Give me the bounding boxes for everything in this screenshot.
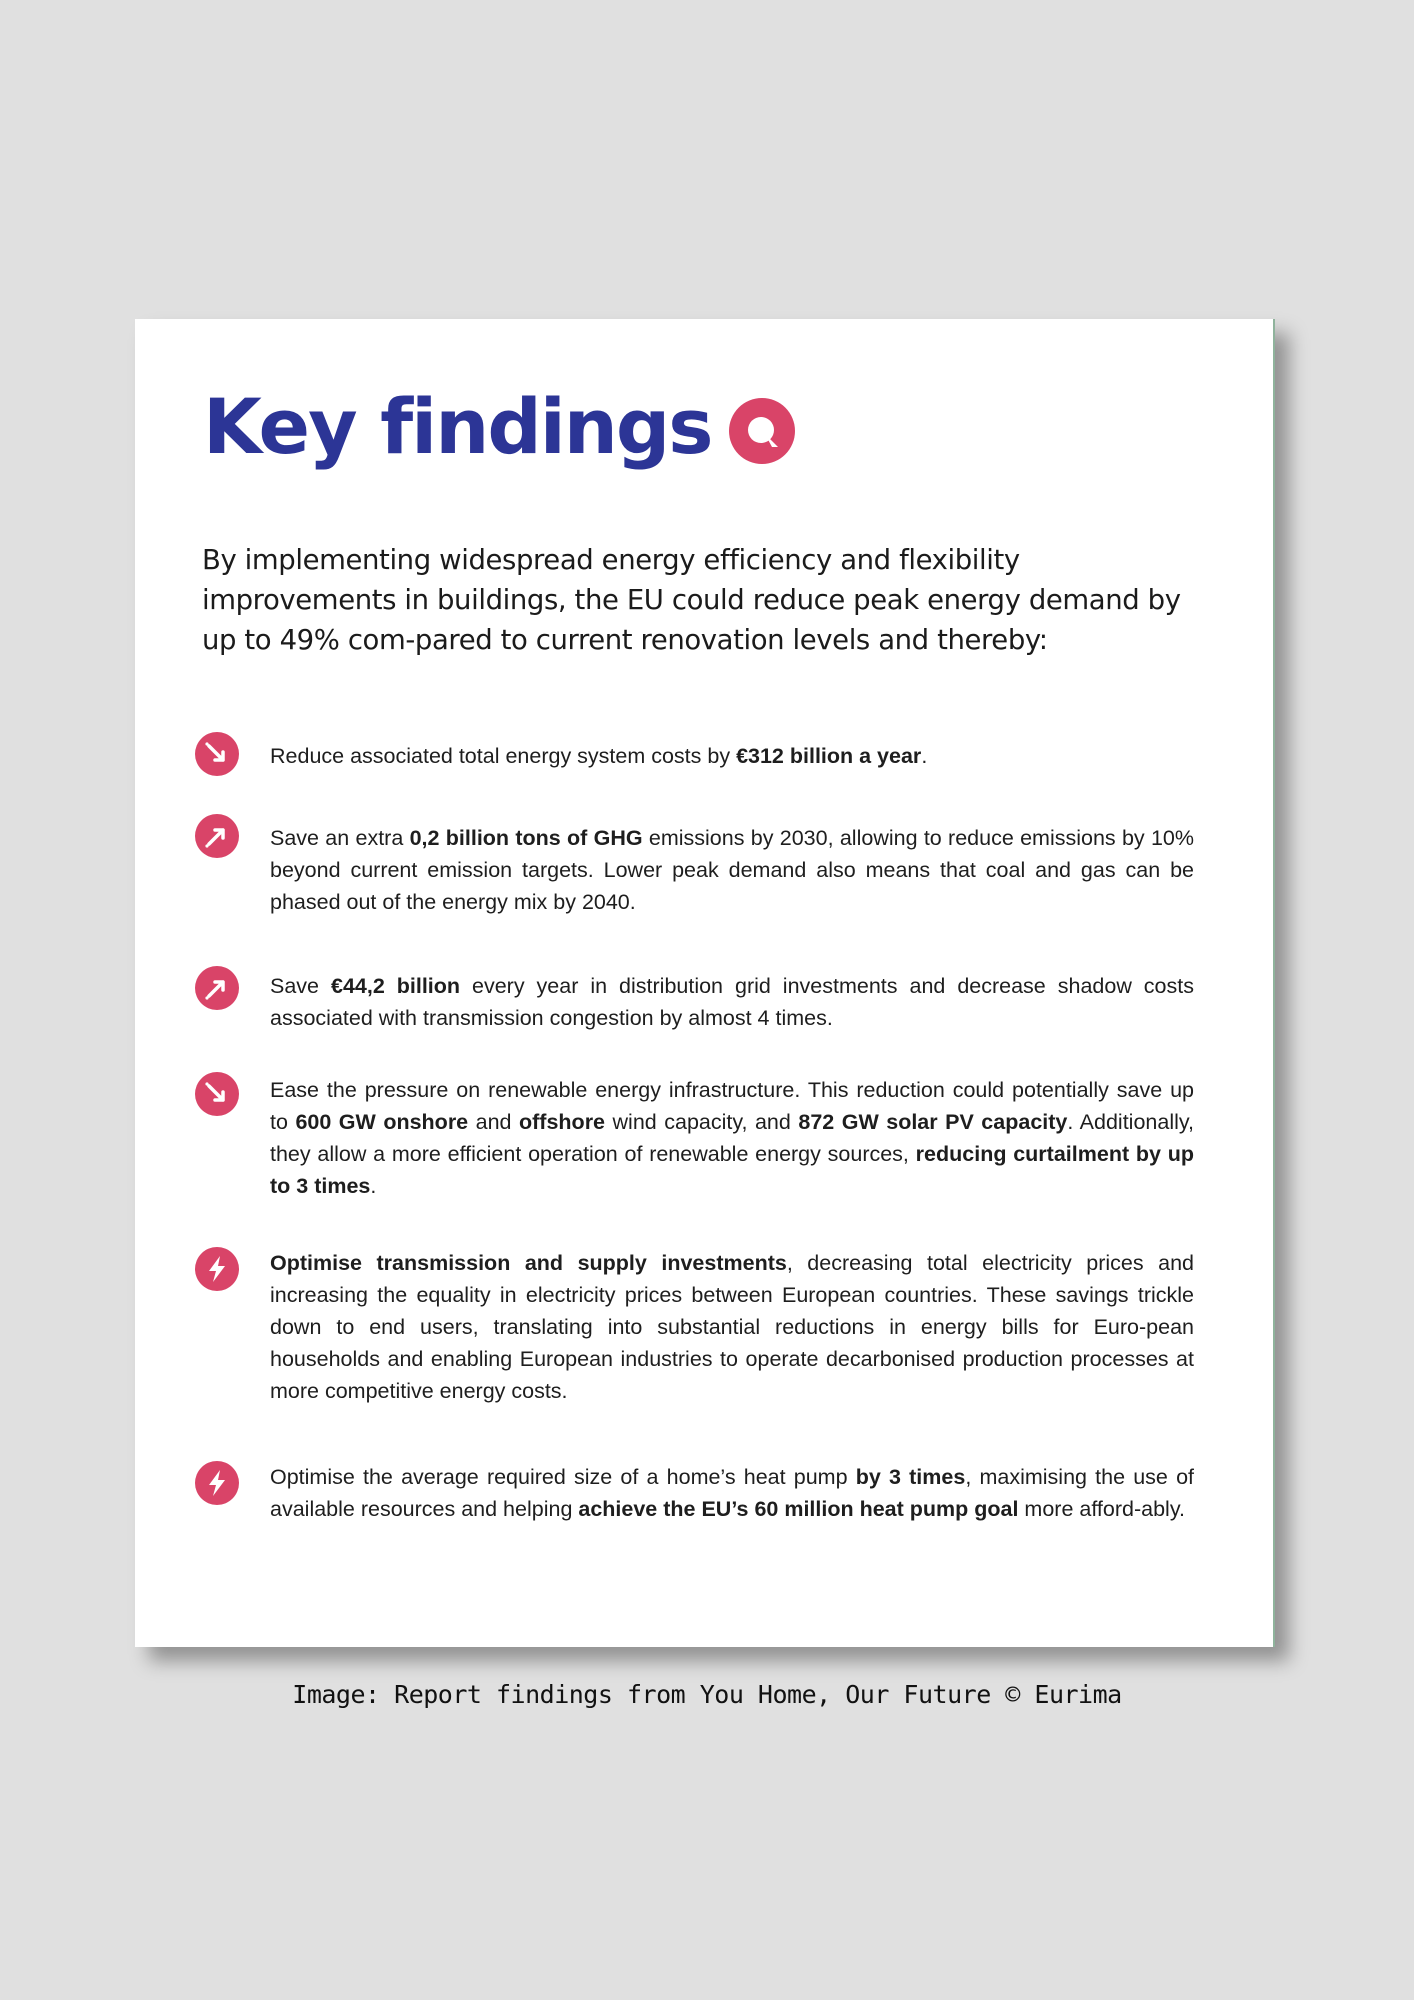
arrow-down-right-icon — [195, 732, 239, 776]
finding-text-run: Save — [270, 974, 331, 998]
finding-text-run: Reduce associated total energy system costs by — [270, 744, 737, 768]
page-title: Key findings — [203, 382, 712, 471]
finding-text-run: every year in distribution grid investments and decrease shadow costs associated with transmission congestion by almost 4 times. — [270, 974, 1194, 1030]
lightning-bolt-icon — [195, 1247, 239, 1291]
title-row — [203, 382, 796, 471]
finding-text-run: and — [468, 1110, 520, 1134]
finding-text-run: wind capacity, and — [605, 1110, 799, 1134]
intro-paragraph: By implementing widespread energy efficiency and flexibility improvements in buildings, the EU could reduce peak energy demand by up to 49% com-pared to current renovation levels and thereby: — [202, 544, 1181, 656]
finding-highlight: reducing curtailment by up to 3 times — [270, 1142, 1194, 1198]
finding-highlight: achieve the EU’s 60 million heat pump goal — [578, 1497, 1019, 1521]
finding-highlight: 872 GW solar PV capacity — [798, 1110, 1068, 1134]
finding-text-run: . — [370, 1174, 377, 1198]
arrow-up-right-icon — [195, 814, 239, 858]
finding-text-run: more afford-ably. — [1018, 1497, 1185, 1521]
finding-highlight: €44,2 billion — [330, 974, 461, 998]
finding-text-run: , maximising the use of available resources and helping — [270, 1465, 1194, 1521]
arrow-down-right-icon — [195, 1072, 239, 1116]
finding-text-run: , decreasing total electricity prices and increasing the equality in electricity prices between European countries. These savings trickle down to end users, translating into substantial reductions in energy bills for Euro-pean households and enabling European industries to operate decarbonised production processes at more competitive energy costs. — [270, 1251, 1194, 1403]
finding-highlight: Optimise transmission and supply investments — [270, 1251, 787, 1275]
image-caption: Image: Report findings from You Home, Our Future © Eurima — [292, 1680, 1122, 1709]
finding-highlight: by 3 times — [855, 1465, 966, 1489]
findings-card — [135, 319, 1275, 1647]
finding-text-run: . Additionally, they allow a more efficient operation of renewable energy sources, — [270, 1110, 1194, 1166]
finding-text-run: . — [921, 744, 928, 768]
finding-text — [270, 1247, 1194, 1407]
finding-highlight: €312 billion a year — [736, 744, 922, 768]
finding-text-run: Optimise the average required size of a home’s heat pump — [270, 1465, 856, 1489]
finding-text-run: emissions by 2030, allowing to reduce emissions by 10% beyond current emission targets. Lower peak demand also means that coal and gas can be phased out of the energy mix by 2040. — [270, 826, 1194, 914]
finding-text — [270, 1461, 1194, 1525]
finding-text — [270, 1074, 1194, 1202]
finding-text-run: Ease the pressure on renewable energy infrastructure. This reduction could potentially save up to — [270, 1078, 1194, 1134]
arrow-up-right-icon — [195, 966, 239, 1010]
finding-highlight: 0,2 billion tons of GHG — [409, 826, 643, 850]
lightning-bolt-icon — [195, 1461, 239, 1505]
finding-highlight: 600 GW onshore — [295, 1110, 469, 1134]
magnifier-icon — [728, 397, 796, 465]
finding-text — [270, 740, 1194, 772]
finding-text — [270, 822, 1194, 918]
finding-highlight: offshore — [519, 1110, 606, 1134]
finding-text — [270, 970, 1194, 1034]
finding-text-run: Save an extra — [270, 826, 410, 850]
